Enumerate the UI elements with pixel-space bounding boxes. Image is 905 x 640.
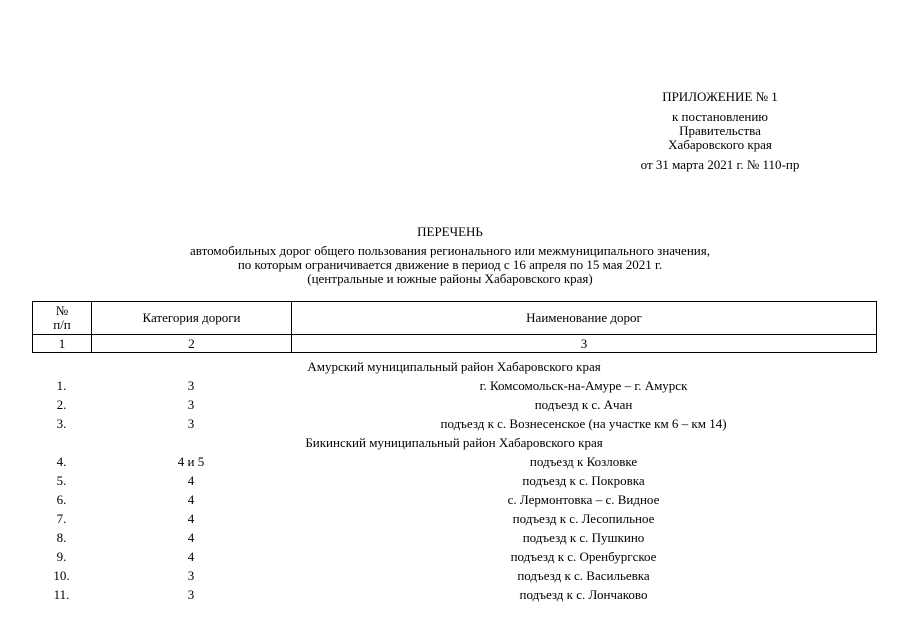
- row-number: 3.: [56, 415, 67, 431]
- table-row: [32, 547, 876, 566]
- section-title: Амурский муниципальный район Хабаровского края: [307, 358, 601, 374]
- document-subtitle-line: автомобильных дорог общего пользования регионального или межмуниципального значения,: [190, 243, 710, 258]
- road-name: подъезд к Козловке: [529, 453, 638, 469]
- road-name: подъезд к с. Лончаково: [519, 586, 648, 602]
- appendix-title: ПРИЛОЖЕНИЕ № 1: [662, 89, 778, 104]
- road-category: 3: [187, 396, 195, 412]
- row-number: 7.: [56, 510, 67, 526]
- road-name: подъезд к с. Лесопильное: [512, 510, 655, 526]
- row-number: 11.: [53, 586, 70, 602]
- col-number-3: 3: [292, 335, 877, 353]
- road-category: 4: [187, 548, 195, 564]
- table-row: [32, 376, 876, 395]
- appendix-line: Правительства: [679, 123, 761, 138]
- road-category: 4 и 5: [177, 453, 205, 469]
- table-row: [32, 471, 876, 490]
- table-row: [32, 395, 876, 414]
- road-name: подъезд к с. Вознесенское (на участке км 6 – км 14): [440, 415, 727, 431]
- section-row: [32, 433, 876, 452]
- table-row: [32, 509, 876, 528]
- road-category: 4: [187, 472, 195, 488]
- table-row: [32, 490, 876, 509]
- road-category: 3: [187, 567, 195, 583]
- road-category: 4: [187, 529, 195, 545]
- roads-table-body: [32, 357, 876, 604]
- header-num: № п/п: [33, 302, 92, 335]
- road-category: 4: [187, 491, 195, 507]
- col-number-1: 1: [33, 335, 92, 353]
- roads-list: [32, 357, 876, 604]
- row-number: 10.: [53, 567, 70, 583]
- table-row: [32, 528, 876, 547]
- header-category: Категория дороги: [92, 302, 292, 335]
- header-name: Наименование дорог: [292, 302, 877, 335]
- road-name: подъезд к с. Оренбургское: [510, 548, 657, 564]
- road-name: с. Лермонтовка – с. Видное: [507, 491, 660, 507]
- road-category: 3: [187, 586, 195, 602]
- road-category: 4: [187, 510, 195, 526]
- appendix-line: к постановлению: [671, 109, 769, 124]
- table-row: [32, 585, 876, 604]
- row-number: 6.: [56, 491, 67, 507]
- section-title: Бикинский муниципальный район Хабаровского края: [305, 434, 603, 450]
- road-name: г. Комсомольск-на-Амуре – г. Амурск: [479, 377, 688, 393]
- row-number: 4.: [56, 453, 67, 469]
- document-subtitle-line: (центральные и южные районы Хабаровского края): [307, 271, 593, 286]
- row-number: 8.: [56, 529, 67, 545]
- row-number: 2.: [56, 396, 67, 412]
- road-name: подъезд к с. Пушкино: [522, 529, 645, 545]
- document-title: ПЕРЕЧЕНЬ: [417, 224, 483, 239]
- road-name: подъезд к с. Ачан: [534, 396, 633, 412]
- table-row: [32, 414, 876, 433]
- section-row: [32, 357, 876, 376]
- road-category: 3: [187, 415, 195, 431]
- document-subtitle-line: по которым ограничивается движение в период с 16 апреля по 15 мая 2021 г.: [237, 257, 663, 272]
- row-number: 1.: [56, 377, 67, 393]
- table-row: [32, 452, 876, 471]
- road-name: подъезд к с. Покровка: [522, 472, 645, 488]
- roads-table-header: [32, 301, 877, 353]
- col-number-2: 2: [92, 335, 292, 353]
- row-number: 9.: [56, 548, 67, 564]
- row-number: 5.: [56, 472, 67, 488]
- appendix-date: от 31 марта 2021 г. № 110-пр: [640, 157, 800, 172]
- road-name: подъезд к с. Васильевка: [517, 567, 650, 583]
- table-row: [32, 566, 876, 585]
- appendix-block: [620, 90, 820, 172]
- document-heading: [95, 225, 805, 286]
- road-category: 3: [187, 377, 195, 393]
- appendix-line: Хабаровского края: [668, 137, 772, 152]
